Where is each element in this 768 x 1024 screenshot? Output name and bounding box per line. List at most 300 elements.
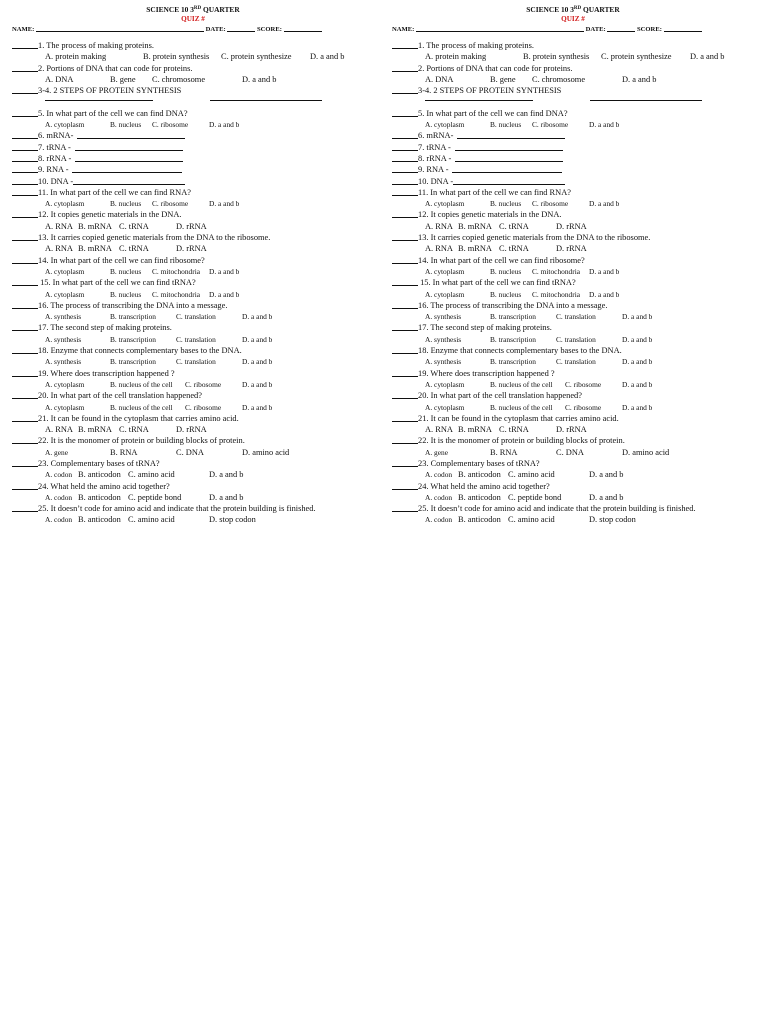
option-a: A. cytoplasm bbox=[45, 266, 85, 276]
option-d: D. a and b bbox=[209, 289, 240, 299]
option-d: D. a and b bbox=[589, 492, 624, 502]
option-c: C. ribosome bbox=[152, 120, 189, 130]
question-10: 10. DNA - bbox=[392, 176, 754, 187]
answer-blank[interactable] bbox=[392, 435, 418, 444]
question-23: 23. Complementary bases of tRNA? bbox=[12, 458, 374, 469]
option-a: A. cytoplasm bbox=[45, 379, 85, 389]
option-c: C. ribosome bbox=[565, 402, 602, 412]
option-d: D. a and b bbox=[209, 120, 240, 130]
answer-blank[interactable] bbox=[12, 40, 38, 49]
answer-blank[interactable] bbox=[392, 300, 418, 309]
question-19: 19. Where does transcription happened ? bbox=[392, 368, 754, 379]
option-d: D. a and b bbox=[209, 199, 240, 209]
options-24 bbox=[425, 492, 754, 503]
question-15: 15. In what part of the cell we can find tRNA? bbox=[12, 277, 374, 288]
answer-blank[interactable] bbox=[12, 187, 38, 196]
option-c: C. ribosome bbox=[532, 199, 569, 209]
options-1 bbox=[425, 51, 754, 62]
question-25: 25. It doesn’t code for amino acid and indicate that the protein building is finished. bbox=[392, 503, 754, 514]
quiz-sheet-right bbox=[392, 5, 754, 526]
option-b: B. mRNA bbox=[78, 221, 112, 231]
option-c: C. tRNA bbox=[119, 425, 149, 435]
question-17: 17. The second step of making proteins. bbox=[12, 322, 374, 333]
definition-line[interactable] bbox=[72, 164, 182, 173]
answer-blank[interactable] bbox=[392, 209, 418, 218]
question-2: 2. Portions of DNA that can code for proteins. bbox=[12, 63, 374, 74]
definition-line[interactable] bbox=[455, 153, 563, 162]
answer-blank[interactable] bbox=[392, 63, 418, 72]
option-d: D. a and b bbox=[209, 470, 244, 480]
option-a: A. codon bbox=[45, 515, 73, 525]
answer-blank[interactable] bbox=[392, 277, 418, 286]
option-a: A. synthesis bbox=[425, 312, 462, 322]
question-23: 23. Complementary bases of tRNA? bbox=[392, 458, 754, 469]
option-d: D. a and b bbox=[310, 52, 345, 62]
options-18 bbox=[45, 356, 374, 367]
option-b: B. nucleus bbox=[110, 199, 142, 209]
option-c: C. amino acid bbox=[128, 470, 175, 480]
answer-blank[interactable] bbox=[12, 142, 38, 151]
question-12: 12. It copies genetic materials in the DNA. bbox=[12, 209, 374, 220]
quiz-number: QUIZ # bbox=[181, 14, 205, 23]
option-a: A. codon bbox=[425, 492, 453, 502]
question-3-4: 3-4. 2 STEPS OF PROTEIN SYNTHESIS bbox=[12, 85, 374, 96]
option-b: B. mRNA bbox=[458, 244, 492, 254]
answer-blank[interactable] bbox=[392, 255, 418, 264]
option-d: D. a and b bbox=[589, 470, 624, 480]
option-c: C. mitochondria bbox=[532, 266, 581, 276]
definition-line[interactable] bbox=[75, 153, 183, 162]
answer-blank[interactable] bbox=[12, 413, 38, 422]
definition-line[interactable] bbox=[455, 142, 563, 151]
options-19 bbox=[425, 379, 754, 390]
question-1: 1. The process of making proteins. bbox=[12, 40, 374, 51]
question-14: 14. In what part of the cell we can find ribosome? bbox=[12, 255, 374, 266]
option-b: B. nucleus bbox=[110, 120, 142, 130]
question-24: 24. What held the amino acid together? bbox=[12, 481, 374, 492]
question-9: 9. RNA - bbox=[392, 164, 754, 175]
definition-line[interactable] bbox=[77, 130, 185, 139]
option-d: D. a and b bbox=[242, 402, 273, 412]
option-a: A. DNA bbox=[425, 74, 454, 84]
option-b: B. transcription bbox=[110, 357, 156, 367]
date-blank[interactable] bbox=[227, 23, 255, 32]
option-b: B. transcription bbox=[110, 334, 156, 344]
question-14: 14. In what part of the cell we can find ribosome? bbox=[392, 255, 754, 266]
option-c: C. amino acid bbox=[128, 515, 175, 525]
option-d: D. a and b bbox=[242, 312, 273, 322]
option-c: C. chromosome bbox=[152, 74, 206, 84]
score-label: SCORE: bbox=[637, 26, 662, 33]
options-16 bbox=[425, 311, 754, 322]
answer-blank[interactable] bbox=[12, 322, 38, 331]
question-16: 16. The process of transcribing the DNA into a message. bbox=[392, 300, 754, 311]
option-d: D. a and b bbox=[589, 289, 620, 299]
option-b: B. mRNA bbox=[78, 425, 112, 435]
option-a: A. protein making bbox=[45, 52, 107, 62]
question-5: 5. In what part of the cell we can find DNA? bbox=[12, 108, 374, 119]
answer-blank[interactable] bbox=[392, 187, 418, 196]
option-b: B. transcription bbox=[490, 312, 536, 322]
name-date-score-row bbox=[12, 23, 374, 34]
options-17 bbox=[425, 334, 754, 345]
question-11: 11. In what part of the cell we can find RNA? bbox=[392, 187, 754, 198]
option-b: B. nucleus bbox=[490, 120, 522, 130]
option-d: D. a and b bbox=[622, 312, 653, 322]
option-a: A. cytoplasm bbox=[45, 402, 85, 412]
question-16: 16. The process of transcribing the DNA into a message. bbox=[12, 300, 374, 311]
options-22 bbox=[45, 447, 374, 458]
answer-blank[interactable] bbox=[392, 345, 418, 354]
question-5: 5. In what part of the cell we can find DNA? bbox=[392, 108, 754, 119]
option-b: B. gene bbox=[490, 74, 516, 84]
answer-blank[interactable] bbox=[392, 142, 418, 151]
definition-line[interactable] bbox=[452, 164, 562, 173]
option-b: B. nucleus of the cell bbox=[110, 379, 173, 389]
option-d: D. a and b bbox=[622, 74, 657, 84]
option-d: D. a and b bbox=[622, 357, 653, 367]
option-a: A. cytoplasm bbox=[425, 402, 465, 412]
options-16 bbox=[45, 311, 374, 322]
options-15 bbox=[425, 289, 754, 300]
option-d: D. a and b bbox=[209, 492, 244, 502]
options-13 bbox=[45, 243, 374, 254]
option-d: D. a and b bbox=[242, 379, 273, 389]
option-d: D. a and b bbox=[589, 199, 620, 209]
option-d: D. a and b bbox=[589, 266, 620, 276]
option-c: C. ribosome bbox=[532, 120, 569, 130]
option-c: C. tRNA bbox=[499, 221, 529, 231]
question-21: 21. It can be found in the cytoplasm that carries amino acid. bbox=[12, 413, 374, 424]
answer-blank[interactable] bbox=[12, 130, 38, 139]
options-19 bbox=[45, 379, 374, 390]
option-a: A. codon bbox=[45, 470, 73, 480]
options-5 bbox=[425, 119, 754, 130]
options-11 bbox=[45, 198, 374, 209]
option-b: B. nucleus bbox=[490, 289, 522, 299]
option-a: A. cytoplasm bbox=[425, 379, 465, 389]
answer-blank[interactable] bbox=[392, 413, 418, 422]
score-label: SCORE: bbox=[257, 26, 282, 33]
options-23 bbox=[45, 469, 374, 480]
option-a: A. codon bbox=[45, 492, 73, 502]
option-c: C. tRNA bbox=[119, 221, 149, 231]
option-c: C. ribosome bbox=[565, 379, 602, 389]
definition-line[interactable] bbox=[457, 130, 565, 139]
option-b: B. RNA bbox=[110, 447, 138, 457]
option-b: B. nucleus bbox=[110, 289, 142, 299]
option-b: B. nucleus of the cell bbox=[490, 402, 553, 412]
step-line-1[interactable] bbox=[45, 100, 153, 101]
answer-blank[interactable] bbox=[392, 481, 418, 490]
question-20: 20. In what part of the cell translation happened? bbox=[392, 390, 754, 401]
option-a: A. synthesis bbox=[425, 357, 462, 367]
option-c: C. tRNA bbox=[499, 425, 529, 435]
answer-blank[interactable] bbox=[12, 164, 38, 173]
option-d: D. rRNA bbox=[556, 425, 587, 435]
option-b: B. anticodon bbox=[458, 470, 501, 480]
option-c: C. translation bbox=[176, 334, 216, 344]
option-c: C. amino acid bbox=[508, 470, 555, 480]
option-a: A. cytoplasm bbox=[45, 120, 85, 130]
question-13: 13. It carries copied genetic materials from the DNA to the ribosome. bbox=[12, 232, 374, 243]
options-13 bbox=[425, 243, 754, 254]
definition-line[interactable] bbox=[73, 176, 185, 185]
question-7: 7. tRNA - bbox=[392, 142, 754, 153]
answer-blank[interactable] bbox=[392, 130, 418, 139]
option-d: D. rRNA bbox=[556, 244, 587, 254]
option-b: B. mRNA bbox=[458, 425, 492, 435]
option-b: B. anticodon bbox=[78, 470, 121, 480]
answer-blank[interactable] bbox=[12, 63, 38, 72]
option-d: D. amino acid bbox=[242, 447, 290, 457]
step-line-2[interactable] bbox=[210, 100, 322, 101]
name-label: NAME: bbox=[12, 26, 35, 33]
option-d: D. a and b bbox=[242, 74, 277, 84]
option-a: A. RNA bbox=[45, 221, 73, 231]
answer-blank[interactable] bbox=[12, 153, 38, 162]
option-c: C. DNA bbox=[176, 447, 204, 457]
question-18: 18. Enzyme that connects complementary bases to the DNA. bbox=[12, 345, 374, 356]
option-b: B. protein synthesis bbox=[523, 52, 590, 62]
answer-blank[interactable] bbox=[392, 85, 418, 94]
option-b: B. nucleus bbox=[110, 266, 142, 276]
option-a: A. cytoplasm bbox=[45, 199, 85, 209]
name-label: NAME: bbox=[392, 26, 415, 33]
question-13: 13. It carries copied genetic materials from the DNA to the ribosome. bbox=[392, 232, 754, 243]
answer-blank[interactable] bbox=[12, 255, 38, 264]
option-b: B. nucleus of the cell bbox=[490, 379, 553, 389]
option-d: D. rRNA bbox=[556, 221, 587, 231]
option-d: D. a and b bbox=[589, 120, 620, 130]
option-d: D. stop codon bbox=[589, 515, 636, 525]
option-b: B. anticodon bbox=[78, 515, 121, 525]
answer-blank[interactable] bbox=[392, 503, 418, 512]
option-a: A. RNA bbox=[45, 244, 73, 254]
option-a: A. cytoplasm bbox=[425, 199, 465, 209]
quiz-title: SCIENCE 10 3RD QUARTER bbox=[146, 5, 240, 14]
question-1: 1. The process of making proteins. bbox=[392, 40, 754, 51]
option-c: C. ribosome bbox=[152, 199, 189, 209]
answer-blank[interactable] bbox=[12, 108, 38, 117]
question-7: 7. tRNA - bbox=[12, 142, 374, 153]
option-b: B. transcription bbox=[490, 334, 536, 344]
date-blank[interactable] bbox=[607, 23, 635, 32]
answer-blank[interactable] bbox=[392, 232, 418, 241]
answer-blank[interactable] bbox=[12, 176, 38, 185]
options-2 bbox=[425, 74, 754, 85]
option-a: A. RNA bbox=[425, 425, 453, 435]
answer-blank[interactable] bbox=[12, 368, 38, 377]
option-d: D. rRNA bbox=[176, 244, 207, 254]
options-5 bbox=[45, 119, 374, 130]
question-3-4: 3-4. 2 STEPS OF PROTEIN SYNTHESIS bbox=[392, 85, 754, 96]
option-c: C. translation bbox=[176, 357, 216, 367]
option-a: A. RNA bbox=[425, 221, 453, 231]
quiz-sheet-left bbox=[12, 5, 374, 526]
answer-blank[interactable] bbox=[392, 164, 418, 173]
date-label: DATE: bbox=[585, 26, 606, 33]
option-b: B. anticodon bbox=[458, 515, 501, 525]
option-c: C. peptide bond bbox=[128, 492, 182, 502]
option-a: A. synthesis bbox=[45, 334, 82, 344]
option-c: C. translation bbox=[556, 334, 596, 344]
steps-answer-lines bbox=[392, 96, 754, 107]
answer-blank[interactable] bbox=[12, 345, 38, 354]
option-a: A. gene bbox=[425, 447, 448, 457]
option-a: A. codon bbox=[425, 470, 453, 480]
question-18: 18. Enzyme that connects complementary bases to the DNA. bbox=[392, 345, 754, 356]
answer-blank[interactable] bbox=[12, 300, 38, 309]
option-c: C. translation bbox=[556, 312, 596, 322]
answer-blank[interactable] bbox=[392, 322, 418, 331]
options-11 bbox=[425, 198, 754, 209]
option-b: B. mRNA bbox=[78, 244, 112, 254]
answer-blank[interactable] bbox=[12, 209, 38, 218]
option-b: B. protein synthesis bbox=[143, 52, 210, 62]
options-20 bbox=[425, 402, 754, 413]
option-b: B. gene bbox=[110, 74, 136, 84]
options-25 bbox=[45, 514, 374, 525]
question-19: 19. Where does transcription happened ? bbox=[12, 368, 374, 379]
option-c: C. peptide bond bbox=[508, 492, 562, 502]
option-d: D. a and b bbox=[209, 266, 240, 276]
option-d: D. a and b bbox=[690, 52, 725, 62]
option-a: A. cytoplasm bbox=[425, 289, 465, 299]
option-b: B. anticodon bbox=[78, 492, 121, 502]
definition-line[interactable] bbox=[453, 176, 565, 185]
quiz-number: QUIZ # bbox=[561, 14, 585, 23]
option-a: A. protein making bbox=[425, 52, 487, 62]
options-21 bbox=[45, 424, 374, 435]
answer-blank[interactable] bbox=[392, 458, 418, 467]
option-a: A. cytoplasm bbox=[425, 120, 465, 130]
option-b: B. nucleus bbox=[490, 199, 522, 209]
option-c: C. amino acid bbox=[508, 515, 555, 525]
date-label: DATE: bbox=[205, 26, 226, 33]
answer-blank[interactable] bbox=[392, 108, 418, 117]
option-d: D. rRNA bbox=[176, 425, 207, 435]
answer-blank[interactable] bbox=[12, 481, 38, 490]
option-c: C. translation bbox=[556, 357, 596, 367]
option-d: D. amino acid bbox=[622, 447, 670, 457]
option-d: D. stop codon bbox=[209, 515, 256, 525]
option-b: B. RNA bbox=[490, 447, 518, 457]
answer-blank[interactable] bbox=[392, 390, 418, 399]
question-9: 9. RNA - bbox=[12, 164, 374, 175]
answer-blank[interactable] bbox=[12, 503, 38, 512]
option-c: C. tRNA bbox=[499, 244, 529, 254]
option-a: A. RNA bbox=[425, 244, 453, 254]
answer-blank[interactable] bbox=[392, 368, 418, 377]
question-22: 22. It is the monomer of protein or building blocks of protein. bbox=[392, 435, 754, 446]
options-14 bbox=[425, 266, 754, 277]
step-line-1[interactable] bbox=[425, 100, 533, 101]
question-17: 17. The second step of making proteins. bbox=[392, 322, 754, 333]
option-a: A. cytoplasm bbox=[425, 266, 465, 276]
option-d: D. rRNA bbox=[176, 221, 207, 231]
options-2 bbox=[45, 74, 374, 85]
options-23 bbox=[425, 469, 754, 480]
options-21 bbox=[425, 424, 754, 435]
option-a: A. cytoplasm bbox=[45, 289, 85, 299]
options-1 bbox=[45, 51, 374, 62]
option-b: B. anticodon bbox=[458, 492, 501, 502]
score-blank[interactable] bbox=[284, 23, 322, 32]
question-2: 2. Portions of DNA that can code for proteins. bbox=[392, 63, 754, 74]
options-18 bbox=[425, 356, 754, 367]
option-d: D. a and b bbox=[622, 334, 653, 344]
option-c: C. ribosome bbox=[185, 402, 222, 412]
question-6: 6. mRNA- bbox=[392, 130, 754, 141]
option-d: D. a and b bbox=[622, 379, 653, 389]
answer-blank[interactable] bbox=[12, 232, 38, 241]
options-12 bbox=[425, 221, 754, 232]
option-a: A. codon bbox=[425, 515, 453, 525]
option-c: C. translation bbox=[176, 312, 216, 322]
answer-blank[interactable] bbox=[12, 85, 38, 94]
options-17 bbox=[45, 334, 374, 345]
steps-answer-lines bbox=[12, 96, 374, 107]
option-c: C. tRNA bbox=[119, 244, 149, 254]
answer-blank[interactable] bbox=[12, 277, 38, 286]
option-b: B. nucleus bbox=[490, 266, 522, 276]
question-20: 20. In what part of the cell translation happened? bbox=[12, 390, 374, 401]
question-10: 10. DNA - bbox=[12, 176, 374, 187]
question-21: 21. It can be found in the cytoplasm that carries amino acid. bbox=[392, 413, 754, 424]
name-blank[interactable] bbox=[416, 23, 584, 32]
option-d: D. a and b bbox=[242, 334, 273, 344]
score-blank[interactable] bbox=[664, 23, 702, 32]
option-c: C. mitochondria bbox=[152, 289, 201, 299]
options-24 bbox=[45, 492, 374, 503]
answer-blank[interactable] bbox=[12, 390, 38, 399]
option-a: A. RNA bbox=[45, 425, 73, 435]
option-c: C. mitochondria bbox=[152, 266, 201, 276]
question-24: 24. What held the amino acid together? bbox=[392, 481, 754, 492]
definition-line[interactable] bbox=[75, 142, 183, 151]
quiz-title: SCIENCE 10 3RD QUARTER bbox=[526, 5, 620, 14]
option-c: C. ribosome bbox=[185, 379, 222, 389]
option-b: B. transcription bbox=[490, 357, 536, 367]
option-c: C. DNA bbox=[556, 447, 584, 457]
answer-blank[interactable] bbox=[12, 458, 38, 467]
option-c: C. protein synthesize bbox=[221, 52, 292, 62]
name-blank[interactable] bbox=[36, 23, 204, 32]
option-a: A. gene bbox=[45, 447, 68, 457]
question-15: 15. In what part of the cell we can find tRNA? bbox=[392, 277, 754, 288]
option-a: A. synthesis bbox=[45, 312, 82, 322]
answer-blank[interactable] bbox=[392, 40, 418, 49]
options-12 bbox=[45, 221, 374, 232]
option-d: D. a and b bbox=[242, 357, 273, 367]
option-b: B. transcription bbox=[110, 312, 156, 322]
question-11: 11. In what part of the cell we can find RNA? bbox=[12, 187, 374, 198]
options-14 bbox=[45, 266, 374, 277]
options-15 bbox=[45, 289, 374, 300]
option-c: C. mitochondria bbox=[532, 289, 581, 299]
options-20 bbox=[45, 402, 374, 413]
option-d: D. a and b bbox=[622, 402, 653, 412]
option-c: C. chromosome bbox=[532, 74, 586, 84]
answer-blank[interactable] bbox=[392, 153, 418, 162]
option-b: B. nucleus of the cell bbox=[110, 402, 173, 412]
step-line-2[interactable] bbox=[590, 100, 702, 101]
answer-blank[interactable] bbox=[392, 176, 418, 185]
answer-blank[interactable] bbox=[12, 435, 38, 444]
option-a: A. synthesis bbox=[45, 357, 82, 367]
options-22 bbox=[425, 447, 754, 458]
